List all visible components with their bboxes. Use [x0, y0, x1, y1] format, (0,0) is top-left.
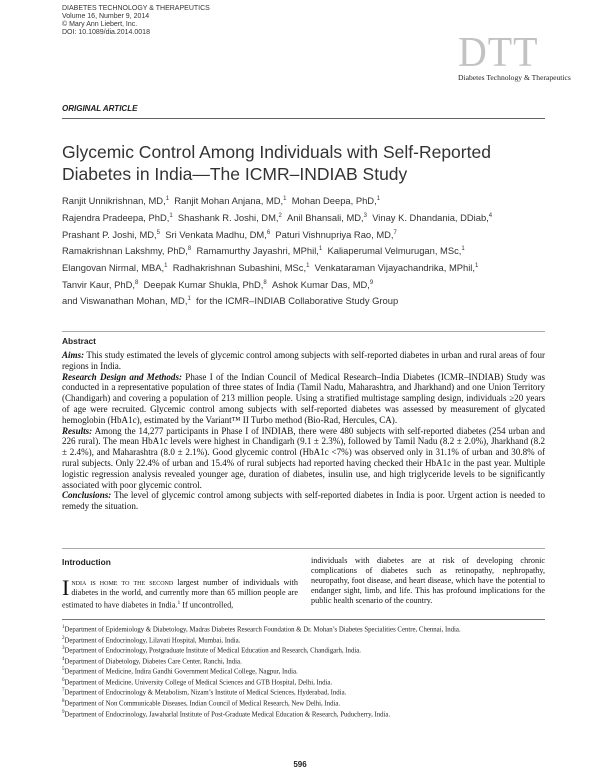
author-name: Venkataraman Vijayachandrika, MPhil, [314, 262, 475, 273]
author-affiliation-mark: 2 [278, 212, 282, 219]
footnote [62, 687, 548, 698]
footnote-number: 9 [62, 709, 65, 715]
aims-text: This study estimated the levels of glycemic control among subjects with self-reported diabetes in urban and rural areas of four regions in India. [62, 350, 545, 371]
author-name: Shashank R. Joshi, DM, [177, 211, 279, 223]
footnote-text: Department of Endocrinology, Jawaharlal Institute of Post-Graduate Medical Education & Research, Puducherry, India. [64, 710, 391, 718]
author-affiliation-mark: 4 [488, 212, 493, 219]
author-affiliation-mark: 9 [369, 279, 374, 286]
author-name: for the ICMR–INDIAB Collaborative Study Group [196, 295, 399, 307]
author-name: Mohan Deepa, PhD, [291, 195, 377, 207]
author [62, 195, 169, 206]
abstract-body [62, 350, 545, 512]
author-affiliation-mark: 7 [393, 229, 397, 236]
footnote-number: 6 [62, 677, 65, 683]
author [275, 229, 396, 240]
abstract-heading: Abstract [62, 336, 96, 346]
author [196, 245, 322, 256]
author-name: Rajendra Pradeepa, PhD, [62, 211, 170, 223]
abstract-divider [62, 331, 545, 332]
author-name: Ramakrishnan Lakshmy, PhD, [62, 245, 188, 257]
affiliation-footnotes [62, 624, 548, 719]
conclusions-label: Conclusions: [62, 490, 112, 501]
author-affiliation-mark: 1 [376, 196, 381, 202]
author-affiliation-mark: 1 [283, 196, 287, 202]
intro-column-right [311, 556, 545, 606]
reference-mark[interactable]: 1 [177, 600, 181, 606]
author-affiliation-mark: 1 [475, 262, 479, 269]
results-text: Among the 14,277 participants in Phase I of INDIAB, there were 480 subjects with self-reported diabetes (254 urban and 226 rural). The mean HbA1c levels were highest in Chandigarh (9.1 ± 2.3%), followed by Tamil Nadu (8.2 ± 2.0%), Jharkhand (8.2 ± 2.4%), and Maharashtra (8.0 ± 2.1%). Good glycemic control (HbA1c <7%) was observed only in 31.1% of urban and 30.8% of rural subjects. Only 22.4% of urban and 15.4% of rural subjects had reported having checked their HbA1c in the past year. Multiple logistic regression analysis revealed younger age, duration of diabetes, insulin use, and high triglyceride levels to be significantly associated with poor glycemic control. [62, 425, 545, 490]
abstract-results [62, 426, 545, 491]
footnote-number: 2 [62, 635, 65, 641]
author [327, 245, 464, 256]
author [62, 229, 160, 240]
author-name: Vinay K. Dhandania, DDiab, [372, 211, 489, 223]
footnote-text: Department of Non Communicable Diseases, Indian Council of Medical Research, New Delhi, India. [64, 700, 341, 708]
author [62, 295, 191, 306]
intro-divider [62, 548, 545, 549]
author-affiliation-mark: 8 [187, 246, 192, 253]
footnote-number: 1 [62, 625, 65, 630]
intro-left-tail: If uncontrolled, [180, 600, 234, 610]
author [62, 262, 167, 273]
footnote-number: 7 [62, 688, 65, 694]
author-name: and Viswanathan Mohan, MD, [62, 295, 188, 307]
doi: DOI: 10.1089/dia.2014.0018 [62, 29, 150, 36]
abstract-aims [62, 350, 545, 372]
drop-cap: I [62, 575, 70, 600]
footnote [62, 698, 548, 709]
volume-issue: Volume 16, Number 9, 2014 [62, 13, 150, 20]
author [196, 295, 398, 306]
author-name: Deepak Kumar Shukla, PhD, [143, 278, 264, 290]
footnote-number: 5 [62, 667, 65, 673]
author-name: Paturi Vishnupriya Rao, MD, [275, 228, 394, 240]
footnote-number: 4 [62, 656, 65, 662]
author-name: Ramamurthy Jayashri, MPhil, [196, 245, 319, 257]
author-name: Ranjit Mohan Anjana, MD, [174, 195, 284, 207]
author-affiliation-mark: 5 [156, 229, 161, 236]
footnote-text: Department of Endocrinology, Postgraduate Institute of Medical Education and Research, Chandigarh, India. [64, 647, 361, 655]
footnote-divider [62, 619, 545, 620]
author-name: Anil Bhansali, MD, [287, 211, 364, 223]
footnote [62, 624, 548, 635]
author [165, 229, 270, 240]
aims-label: Aims: [62, 350, 85, 360]
author-affiliation-mark: 8 [134, 279, 139, 286]
author [62, 279, 138, 290]
author-affiliation-mark: 8 [263, 279, 267, 286]
author-affiliation-mark: 1 [461, 246, 465, 253]
footnote [62, 635, 548, 646]
footnote-number: 8 [62, 698, 65, 704]
author [292, 195, 380, 206]
author [272, 279, 373, 290]
footnote-number: 3 [62, 646, 65, 652]
author [174, 195, 286, 206]
article-title: Glycemic Control Among Individuals with Self-Reported Diabetes in India—The ICMR–INDIAB Study [62, 142, 491, 184]
footnote-text: Department of Epidemiology & Diabetology, Madras Diabetes Research Foundation & Dr. Mohan’s Diabetes Specialities Centre, Chennai, India. [64, 626, 461, 634]
author-affiliation-mark: 1 [306, 262, 310, 269]
author-name: Ashok Kumar Das, MD, [271, 278, 370, 290]
header-divider [62, 118, 545, 119]
results-label: Results: [62, 425, 93, 436]
copyright: © Mary Ann Liebert, Inc. [62, 21, 138, 28]
conclusions-text: The level of glycemic control among subjects with self-reported diabetes in India is poor. Urgent action is needed to remedy the situation. [62, 490, 545, 512]
author-affiliation-mark: 1 [165, 196, 170, 202]
logo-letters: DTT [458, 30, 539, 76]
abstract-design [62, 372, 545, 426]
journal-logo [458, 30, 571, 91]
footnote [62, 677, 548, 688]
intro-left-text: largest number of individuals with diabetes in the world, and currently more than 65 million people are estimated to have diabetes in India. [62, 578, 298, 610]
author-name: Prashant P. Joshi, MD, [62, 228, 157, 240]
design-label: Research Design and Methods: [62, 371, 182, 382]
author [287, 212, 367, 223]
footnote [62, 666, 548, 677]
author-name: Kaliaperumal Velmurugan, MSc, [327, 245, 462, 257]
author-list [62, 192, 557, 309]
intro-right-text: individuals with diabetes are at risk of developing chronic complications of diabetes such as retinopathy, nephropathy, neuropathy, foot disease, and heart disease, which have the potential to endanger sight, limb, and life. This has profound implications for the public health scenario of the country. [311, 556, 545, 605]
author-affiliation-mark: 1 [164, 262, 168, 269]
footnote [62, 645, 548, 656]
footnote-text: Department of Endocrinology, Lilavati Hospital, Mumbai, India. [64, 636, 241, 644]
intro-column-left [62, 575, 298, 611]
author [372, 212, 492, 223]
footnote-text: Department of Medicine, University College of Medical Sciences and GTB Hospital, Delhi, India. [64, 679, 333, 687]
author-name: Radhakrishnan Subashini, MSc, [172, 262, 307, 273]
author-affiliation-mark: 3 [363, 212, 367, 219]
page-number: 596 [293, 760, 307, 769]
abstract-conclusions [62, 490, 545, 512]
author [144, 279, 267, 290]
logo-subtitle: Diabetes Technology & Therapeutics [458, 73, 571, 82]
introduction-heading: Introduction [62, 557, 111, 567]
author-affiliation-mark: 1 [169, 212, 173, 219]
journal-name: DIABETES TECHNOLOGY & THERAPEUTICS [62, 5, 210, 12]
author [315, 262, 479, 273]
author-name: Ranjit Unnikrishnan, MD, [62, 195, 166, 207]
footnote-text: Department of Endocrinology & Metabolism, Nizam’s Institute of Medical Sciences, Hyderabad, India. [64, 689, 347, 697]
design-text: Phase I of the Indian Council of Medical Research–India Diabetes (ICMR–INDIAB) Study was conducted in a representative population of three states of India (Tamil Nadu, Maharashtra, and Jharkhand) and one Union Territory (Chandigarh) and covering a population of 213 million people. Using a stratified multistage sampling design, individuals ≥20 years of age were recruited. Glycemic control among subjects with self-reported diabetes was assessed by measurement of glycated hemoglobin (HbA1c), estimated by the Variant™ II Turbo method (Bio-Rad, Hercules, CA). [62, 371, 545, 425]
author [62, 212, 173, 223]
footnote-text: Department of Medicine, Indira Gandhi Government Medical College, Nagpur, India. [64, 668, 298, 676]
author-name: Sri Venkata Madhu, DM, [165, 228, 267, 240]
author-affiliation-mark: 6 [266, 229, 271, 236]
journal-header [62, 5, 210, 37]
author-affiliation-mark: 1 [318, 246, 323, 253]
author-name: Elangovan Nirmal, MBA, [62, 262, 165, 273]
author-affiliation-mark: 1 [187, 296, 191, 303]
article-type: ORIGINAL ARTICLE [62, 104, 138, 113]
author [173, 262, 310, 273]
author-name: Tanvir Kaur, PhD, [62, 278, 135, 290]
footnote-text: Department of Diabetology, Diabetes Care Center, Ranchi, India. [64, 657, 242, 665]
author [178, 212, 282, 223]
footnote [62, 656, 548, 667]
footnote [62, 709, 548, 720]
lead-in: ndia is home to the second [71, 578, 174, 587]
author [62, 245, 191, 256]
